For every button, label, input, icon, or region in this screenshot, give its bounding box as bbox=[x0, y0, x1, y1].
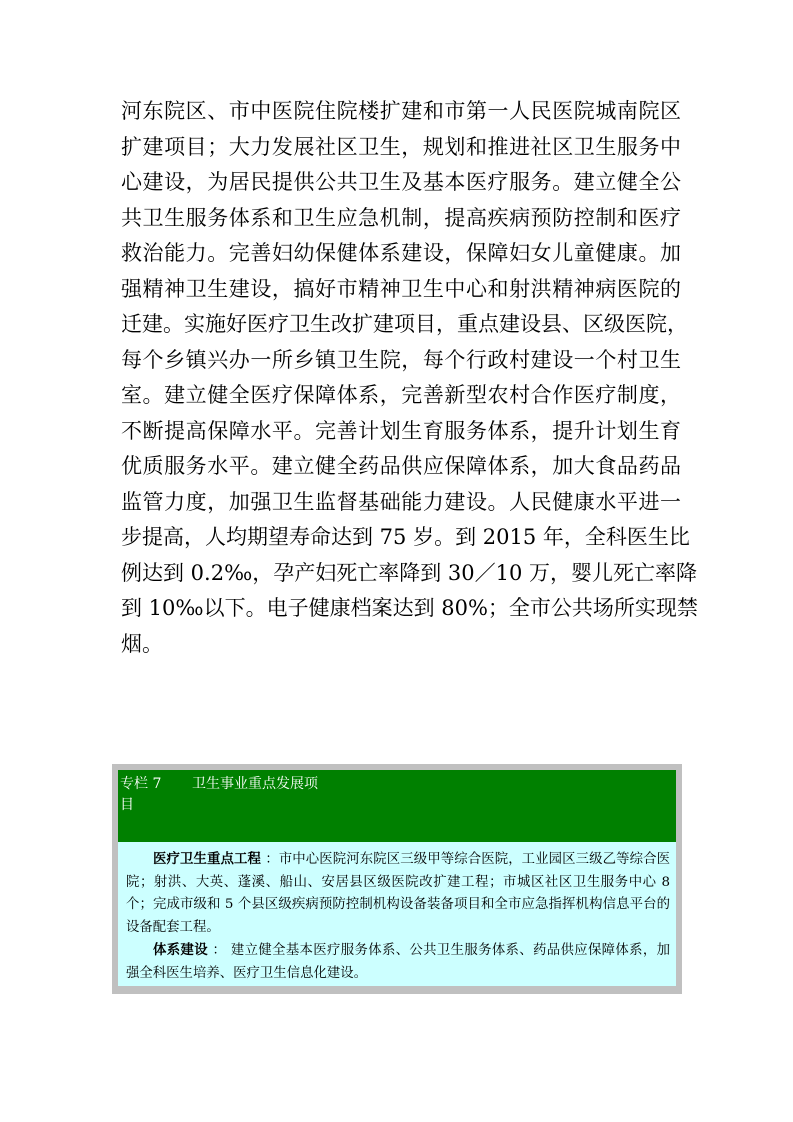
column-header bbox=[118, 770, 676, 842]
body-line: 烟。 bbox=[121, 631, 163, 656]
column-item-system-building bbox=[126, 939, 670, 985]
body-line: 救治能力。完善妇幼保健体系建设，保障妇女儿童健康。加 bbox=[121, 241, 681, 265]
body-line: 河东院区、市中医院住院楼扩建和市第一人民医院城南院区 bbox=[121, 99, 681, 123]
column-number: 专栏 7 bbox=[120, 776, 162, 792]
item-label: 体系建设 bbox=[153, 942, 208, 958]
body-line: 共卫生服务体系和卫生应急机制，提高疾病预防控制和医疗 bbox=[121, 205, 681, 230]
body-line: 强精神卫生建设，搞好市精神卫生中心和射洪精神病医院的 bbox=[121, 276, 681, 301]
body-line: 优质服务水平。建立健全药品供应保障体系，加大食品药品 bbox=[121, 454, 681, 478]
body-line: 心建设，为居民提供公共卫生及基本医疗服务。建立健全公 bbox=[121, 170, 681, 194]
body-text bbox=[121, 94, 698, 662]
body-line: 每个乡镇兴办一所乡镇卫生院，每个行政村建设一个村卫生 bbox=[121, 347, 681, 372]
column-box bbox=[112, 764, 682, 994]
body-line: 迁建。实施好医疗卫生改扩建项目，重点建设县、区级医院， bbox=[121, 312, 688, 336]
item-separator: ： bbox=[212, 943, 227, 958]
item-label: 医疗卫生重点工程 bbox=[153, 851, 261, 867]
body-line: 步提高，人均期望寿命达到 75 岁。到 2015 年，全科医生比 bbox=[121, 525, 690, 549]
body-line: 到 10‰以下。电子健康档案达到 80%；全市公共场所实现禁 bbox=[121, 596, 698, 620]
column-item-medical-projects bbox=[126, 848, 670, 939]
column-title-continued: 目 bbox=[120, 797, 134, 813]
body-line: 扩建项目；大力发展社区卫生，规划和推进社区卫生服务中 bbox=[121, 134, 681, 159]
body-line: 监管力度，加强卫生监督基础能力建设。人民健康水平进一 bbox=[121, 489, 681, 514]
body-line: 室。建立健全医疗保障体系，完善新型农村合作医疗制度， bbox=[121, 383, 681, 407]
column-body bbox=[118, 842, 676, 986]
body-line: 例达到 0.2‰，孕产妇死亡率降到 30／10 万，婴儿死亡率降 bbox=[121, 560, 698, 585]
item-text: 建立健全基本医疗服务体系、公共卫生服务体系、药品供应保障体系，加强全科医生培养、医疗卫生信息化建设。 bbox=[126, 943, 671, 981]
column-title: 卫生事业重点发展项 bbox=[192, 776, 318, 792]
item-text: 市中心医院河东院区三级甲等综合医院，工业园区三级乙等综合医院；射洪、大英、蓬溪、船山、安居县区级医院改扩建工程；市城区社区卫生服务中心 8 个；完成市级和 5 个县区级疾病预防控制机构设备装备项目和全市应急指挥机构信息平台的设备配套工程。 bbox=[126, 852, 671, 935]
item-separator: ： bbox=[265, 852, 279, 867]
body-line: 不断提高保障水平。完善计划生育服务体系，提升计划生育 bbox=[121, 418, 681, 443]
column-title-row bbox=[120, 774, 672, 795]
